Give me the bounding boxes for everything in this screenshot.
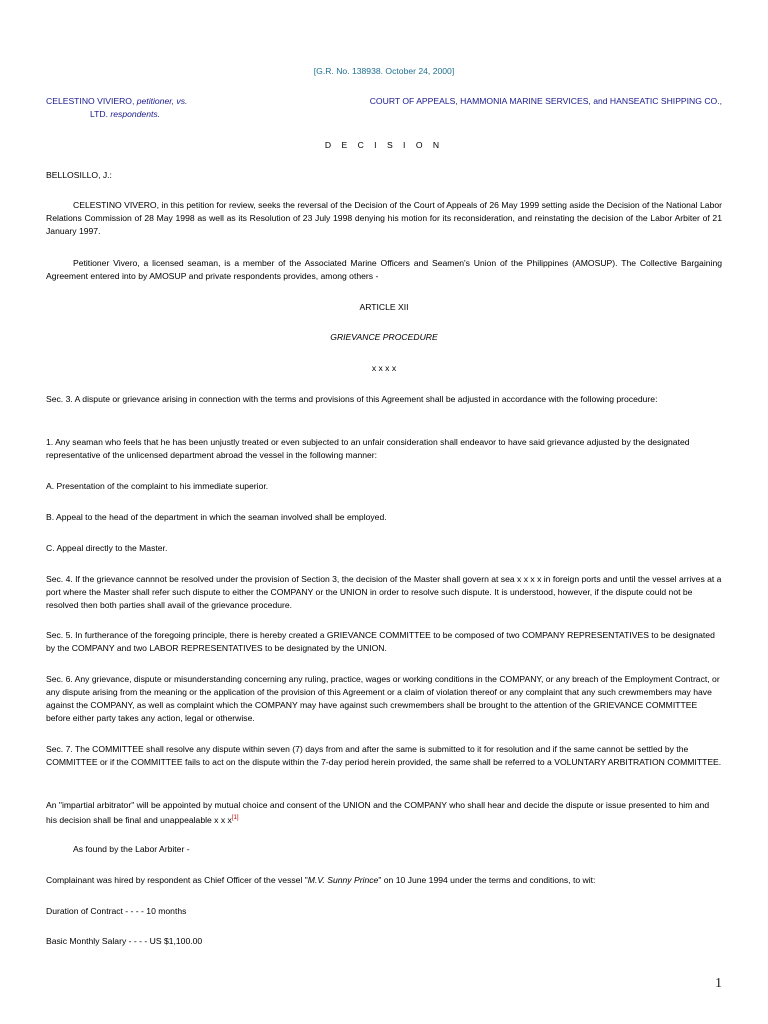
respondents-names-cont: LTD. [90,109,108,119]
petitioner-role: petitioner, [136,96,175,106]
respondents-role: respondents. [110,109,161,119]
article-title: GRIEVANCE PROCEDURE [330,332,438,342]
section-3-item-1: 1. Any seaman who feels that he has been unjustly treated or even subjected to an unfair consideration shall endeavor to have said grievance adjusted by the designated representative of the unlicensed department abroad the vessel in the following manner: [46,437,690,460]
respondents-names: COURT OF APPEALS, HAMMONIA MARINE SERVICES, and HANSEATIC SHIPPING CO., [369,96,722,106]
arbitrator-clause: An "impartial arbitrator" will be appointed by mutual choice and consent of the UNION and the COMPANY who shall hear and decide the dispute or issue presented to him and his decision shall be final and unappealable x x x[1] [46,800,710,825]
contract-duration: Duration of Contract - - - - 10 months [46,906,187,916]
section-3-item-c: C. Appeal directly to the Master. [46,543,168,553]
vessel-name: M.V. Sunny Prince [307,875,379,885]
section-3: Sec. 3. A dispute or grievance arising in connection with the terms and provisions of this Agreement shall be adjusted in accordance with the following procedure: [46,394,658,404]
section-6: Sec. 6. Any grievance, dispute or misunderstanding concerning any ruling, practice, wages or working conditions in the COMPANY, or any breach of the Employment Contract, or any dispute arising from the meaning or the application of the provision of this Agreement or a claim of violation thereof or any complaint that any such crewmembers may have against the COMPANY, as well as complaint which the COMPANY may have against such crewmembers shall be brought to the attention of the GRIEVANCE COMMITTEE before either party takes any action, legal or otherwise. [46,674,720,723]
decision-heading: D E C I S I O N [324,140,444,150]
section-3-item-a: A. Presentation of the complaint to his immediate superior. [46,481,269,491]
article-number: ARTICLE XII [359,302,409,312]
basic-salary: Basic Monthly Salary - - - - US $1,100.00 [46,936,203,946]
case-caption [46,95,722,121]
complainant-hiring: Complainant was hired by respondent as Chief Officer of the vessel "M.V. Sunny Prince" on 10 June 1994 under the terms and conditions, to wit: [46,875,596,885]
paragraph-1: CELESTINO VIVERO, in this petition for review, seeks the reversal of the Decision of the Court of Appeals of 26 May 1999 setting aside the Decision of the National Labor Relations Commission of 28 May 1998 as well as its Resolution of 23 July 1998 denying his motion for its reconsideration, and reinstating the decision of the Labor Arbiter of 21 January 1997. [46,200,722,236]
caption-line-2 [46,108,722,121]
versus-label: vs. [176,96,188,106]
paragraph-2: Petitioner Vivero, a licensed seaman, is a member of the Associated Marine Officers and Seamen's Union of the Philippines (AMOSUP). The Collective Bargaining Agreement entered into by AMOSUP and private respondents provides, among others - [46,258,722,281]
section-3-item-b: B. Appeal to the head of the department in which the seaman involved shall be employed. [46,512,387,522]
section-4: Sec. 4. If the grievance cannnot be resolved under the provision of Section 3, the decision of the Master shall govern at sea x x x x in foreign ports and until the vessel arrives at a port where the Master shall refer such dispute to either the COMPANY or the UNION in order to resolve such dispute. It is understood, however, if the dispute could not be resolved then both parties shall avail of the grievance procedure. [46,574,722,610]
section-5: Sec. 5. In furtherance of the foregoing principle, there is hereby created a GRIEVANCE COMMITTEE to be composed of two COMPANY REPRESENTATIVES to be designated by the COMPANY and two LABOR REPRESENTATIVES to be designated by the UNION. [46,630,715,653]
ponente: BELLOSILLO, J.: [46,170,112,180]
section-7: Sec. 7. The COMMITTEE shall resolve any dispute within seven (7) days from and after the same is submitted to it for resolution and if the same cannot be settled by the COMMITTEE or if the COMMITTEE fails to act on the dispute within the 7-day period herein provided, the same shall be referred to a VOLUNTARY ARBITRATION COMMITTEE. [46,744,722,767]
article-ellipsis: x x x x [371,363,397,373]
case-number: [G.R. No. 138938. October 24, 2000] [313,66,455,76]
petitioner-name: CELESTINO VIVIERO, petitioner, vs. [46,96,188,106]
page-number: 1 [715,976,722,991]
caption-line-1 [46,95,722,108]
findings-intro: As found by the Labor Arbiter - [73,844,190,854]
footnote-link[interactable]: [1] [231,815,239,821]
